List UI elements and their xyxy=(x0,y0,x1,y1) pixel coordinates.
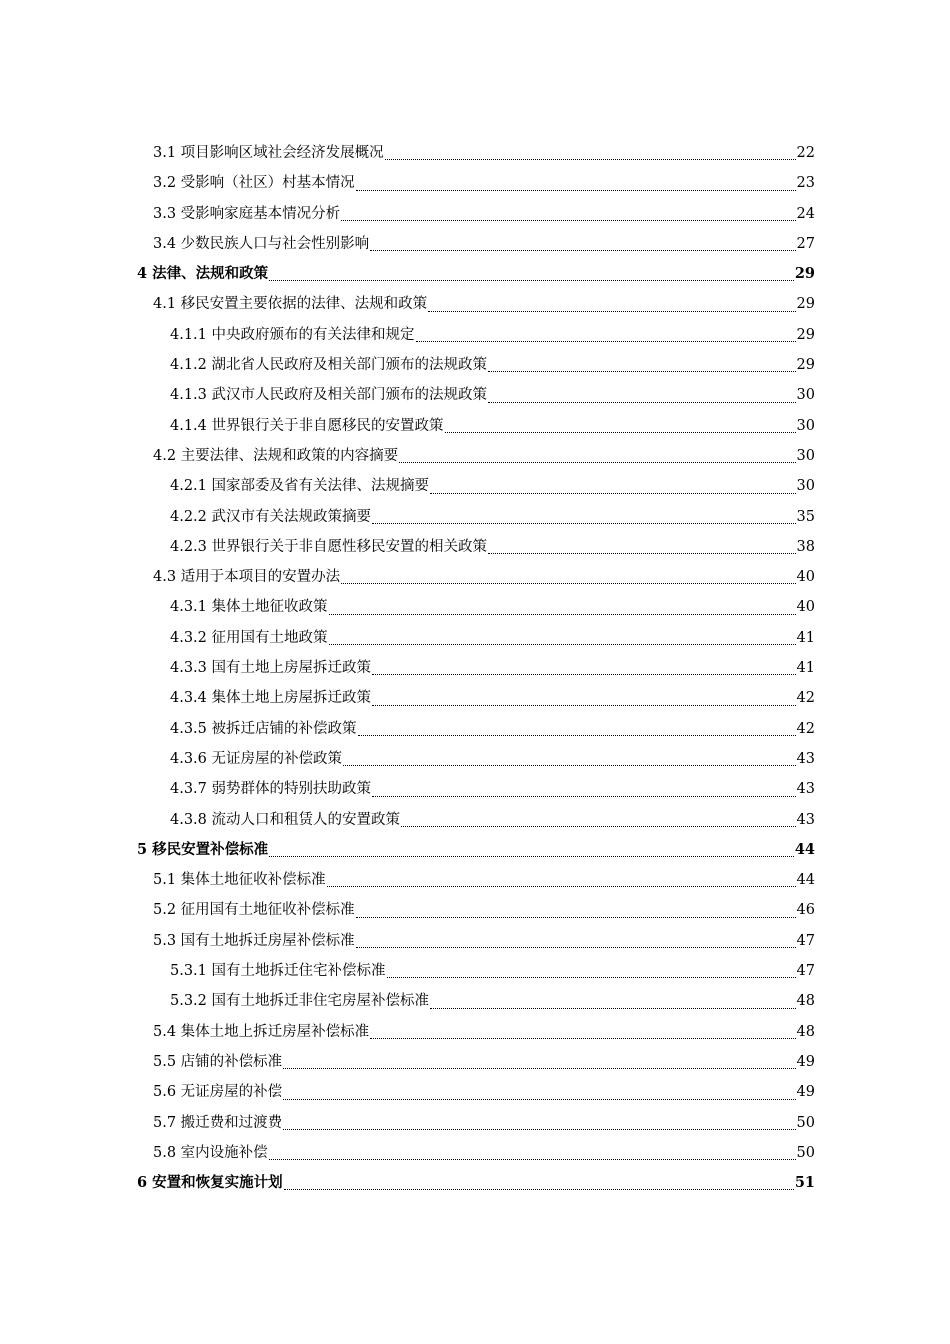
toc-entry[interactable] xyxy=(137,380,815,410)
toc-entry-title: 5.7 搬迁费和过渡费 xyxy=(153,1114,283,1131)
toc-entry[interactable] xyxy=(137,199,815,229)
toc-entry[interactable] xyxy=(137,411,815,441)
table-of-contents xyxy=(137,138,815,1198)
toc-entry[interactable] xyxy=(137,350,815,380)
toc-entry-title: 4.3.4 集体土地上房屋拆迁政策 xyxy=(170,690,372,707)
toc-entry[interactable] xyxy=(137,956,815,986)
toc-dot-leader xyxy=(488,535,796,554)
toc-dot-leader xyxy=(269,262,794,281)
toc-entry-page-number: 30 xyxy=(796,387,815,404)
toc-dot-leader xyxy=(327,868,796,887)
toc-entry-page-number: 41 xyxy=(796,629,815,646)
toc-entry[interactable] xyxy=(137,259,815,289)
toc-entry-title: 4.2 主要法律、法规和政策的内容摘要 xyxy=(153,447,399,464)
toc-entry-title: 4.1.2 湖北省人民政府及相关部门颁布的法规政策 xyxy=(170,357,488,374)
toc-dot-leader xyxy=(269,838,794,857)
toc-entry-page-number: 29 xyxy=(796,357,815,374)
toc-entry[interactable] xyxy=(137,623,815,653)
toc-dot-leader xyxy=(283,1081,795,1100)
toc-entry[interactable] xyxy=(137,1017,815,1047)
toc-entry-title: 5 移民安置补偿标准 xyxy=(137,840,269,858)
toc-entry[interactable] xyxy=(137,1168,815,1198)
toc-dot-leader xyxy=(387,959,796,978)
toc-entry-title: 4.3.2 征用国有土地政策 xyxy=(170,629,328,646)
toc-entry[interactable] xyxy=(137,320,815,350)
toc-dot-leader xyxy=(284,1171,794,1190)
toc-dot-leader xyxy=(341,565,795,584)
toc-dot-leader xyxy=(283,1111,795,1130)
toc-entry[interactable] xyxy=(137,1138,815,1168)
toc-entry[interactable] xyxy=(137,229,815,259)
toc-entry-title: 4.3.5 被拆迁店铺的补偿政策 xyxy=(170,720,357,737)
toc-entry-page-number: 24 xyxy=(796,205,815,222)
toc-entry[interactable] xyxy=(137,865,815,895)
toc-entry-title: 3.2 受影响（社区）村基本情况 xyxy=(153,175,355,192)
toc-dot-leader xyxy=(372,778,796,797)
toc-entry-page-number: 23 xyxy=(796,175,815,192)
toc-entry-page-number: 35 xyxy=(796,508,815,525)
toc-entry-title: 5.3 国有土地拆迁房屋补偿标准 xyxy=(153,932,355,949)
toc-dot-leader xyxy=(356,172,796,191)
toc-dot-leader xyxy=(488,384,796,403)
toc-entry-title: 4.3.1 集体土地征收政策 xyxy=(170,599,328,616)
toc-entry-page-number: 42 xyxy=(796,690,815,707)
toc-entry[interactable] xyxy=(137,683,815,713)
toc-entry-page-number: 30 xyxy=(796,417,815,434)
toc-entry-title: 5.4 集体土地上拆迁房屋补偿标准 xyxy=(153,1023,370,1040)
toc-entry-page-number: 51 xyxy=(794,1174,815,1192)
toc-entry-page-number: 48 xyxy=(796,993,815,1010)
toc-entry[interactable] xyxy=(137,168,815,198)
toc-entry-page-number: 29 xyxy=(794,265,815,283)
toc-entry-page-number: 40 xyxy=(796,569,815,586)
toc-entry[interactable] xyxy=(137,714,815,744)
toc-entry-page-number: 50 xyxy=(796,1144,815,1161)
toc-entry[interactable] xyxy=(137,562,815,592)
toc-entry-title: 4.1.3 武汉市人民政府及相关部门颁布的法规政策 xyxy=(170,387,488,404)
toc-entry-title: 4.3 适用于本项目的安置办法 xyxy=(153,569,341,586)
toc-entry-page-number: 41 xyxy=(796,660,815,677)
toc-entry-title: 4.3.3 国有土地上房屋拆迁政策 xyxy=(170,660,372,677)
toc-entry-title: 4.2.3 世界银行关于非自愿性移民安置的相关政策 xyxy=(170,538,488,555)
toc-entry-page-number: 27 xyxy=(796,235,815,252)
toc-dot-leader xyxy=(430,475,796,494)
toc-dot-leader xyxy=(356,929,796,948)
toc-entry[interactable] xyxy=(137,653,815,683)
toc-dot-leader xyxy=(370,232,795,251)
toc-entry[interactable] xyxy=(137,471,815,501)
toc-entry-page-number: 43 xyxy=(796,750,815,767)
toc-entry[interactable] xyxy=(137,592,815,622)
toc-dot-leader xyxy=(269,1141,796,1160)
toc-entry[interactable] xyxy=(137,805,815,835)
toc-dot-leader xyxy=(372,505,796,524)
toc-dot-leader xyxy=(341,202,795,221)
toc-dot-leader xyxy=(401,808,796,827)
toc-entry-page-number: 43 xyxy=(796,781,815,798)
toc-entry-title: 5.5 店铺的补偿标准 xyxy=(153,1053,283,1070)
toc-entry-title: 4.1.1 中央政府颁布的有关法律和规定 xyxy=(170,326,415,343)
toc-entry-title: 4.3.6 无证房屋的补偿政策 xyxy=(170,750,343,767)
toc-entry-page-number: 48 xyxy=(796,1023,815,1040)
toc-entry-page-number: 43 xyxy=(796,811,815,828)
toc-dot-leader xyxy=(372,656,796,675)
toc-entry-page-number: 30 xyxy=(796,447,815,464)
toc-dot-leader xyxy=(399,444,795,463)
toc-entry-page-number: 44 xyxy=(794,840,815,858)
toc-dot-leader xyxy=(356,899,796,918)
toc-dot-leader xyxy=(329,626,796,645)
toc-dot-leader xyxy=(329,596,796,615)
toc-entry[interactable] xyxy=(137,986,815,1016)
toc-entry[interactable] xyxy=(137,926,815,956)
toc-dot-leader xyxy=(283,1050,795,1069)
toc-entry-page-number: 42 xyxy=(796,720,815,737)
toc-entry-title: 4.2.1 国家部委及省有关法律、法规摘要 xyxy=(170,478,430,495)
toc-entry-title: 3.3 受影响家庭基本情况分析 xyxy=(153,205,341,222)
toc-entry-title: 5.1 集体土地征收补偿标准 xyxy=(153,872,326,889)
toc-entry[interactable] xyxy=(137,1108,815,1138)
toc-entry-page-number: 44 xyxy=(796,872,815,889)
toc-entry-title: 5.3.1 国有土地拆迁住宅补偿标准 xyxy=(170,963,386,980)
toc-entry-page-number: 46 xyxy=(796,902,815,919)
toc-entry[interactable] xyxy=(137,502,815,532)
toc-entry-title: 4.1.4 世界银行关于非自愿移民的安置政策 xyxy=(170,417,444,434)
toc-entry-title: 5.8 室内设施补偿 xyxy=(153,1144,268,1161)
toc-dot-leader xyxy=(343,747,796,766)
toc-dot-leader xyxy=(416,323,796,342)
toc-dot-leader xyxy=(370,1020,795,1039)
toc-entry-title: 5.2 征用国有土地征收补偿标准 xyxy=(153,902,355,919)
toc-entry-title: 4.1 移民安置主要依据的法律、法规和政策 xyxy=(153,296,428,313)
toc-entry[interactable] xyxy=(137,289,815,319)
toc-entry-page-number: 47 xyxy=(796,963,815,980)
toc-entry-title: 6 安置和恢复实施计划 xyxy=(137,1174,283,1192)
toc-entry-title: 4 法律、法规和政策 xyxy=(137,265,269,283)
toc-entry[interactable] xyxy=(137,532,815,562)
toc-dot-leader xyxy=(428,293,795,312)
toc-entry-page-number: 47 xyxy=(796,932,815,949)
toc-entry[interactable] xyxy=(137,744,815,774)
toc-entry-page-number: 50 xyxy=(796,1114,815,1131)
toc-entry[interactable] xyxy=(137,774,815,804)
toc-entry-title: 4.3.8 流动人口和租赁人的安置政策 xyxy=(170,811,401,828)
toc-entry[interactable] xyxy=(137,835,815,865)
toc-entry-title: 5.6 无证房屋的补偿 xyxy=(153,1084,283,1101)
toc-entry-page-number: 29 xyxy=(796,326,815,343)
toc-dot-leader xyxy=(488,353,796,372)
toc-entry-title: 3.4 少数民族人口与社会性别影响 xyxy=(153,235,370,252)
toc-entry-page-number: 40 xyxy=(796,599,815,616)
toc-entry-page-number: 29 xyxy=(796,296,815,313)
toc-entry[interactable] xyxy=(137,1047,815,1077)
toc-entry-title: 3.1 项目影响区域社会经济发展概况 xyxy=(153,145,384,161)
toc-entry[interactable] xyxy=(137,895,815,925)
toc-entry-page-number: 22 xyxy=(796,145,815,161)
toc-entry-title: 5.3.2 国有土地拆迁非住宅房屋补偿标准 xyxy=(170,993,430,1010)
toc-dot-leader xyxy=(358,717,796,736)
toc-entry-page-number: 49 xyxy=(796,1084,815,1101)
toc-entry[interactable] xyxy=(137,1077,815,1107)
toc-entry-page-number: 49 xyxy=(796,1053,815,1070)
toc-dot-leader xyxy=(372,687,796,706)
toc-entry-title: 4.2.2 武汉市有关法规政策摘要 xyxy=(170,508,372,525)
toc-entry-title: 4.3.7 弱势群体的特别扶助政策 xyxy=(170,781,372,798)
toc-dot-leader xyxy=(445,414,796,433)
toc-entry[interactable] xyxy=(137,441,815,471)
toc-entry-page-number: 30 xyxy=(796,478,815,495)
toc-dot-leader xyxy=(385,141,796,160)
toc-entry[interactable] xyxy=(137,138,815,168)
toc-dot-leader xyxy=(430,990,796,1009)
toc-entry-page-number: 38 xyxy=(796,538,815,555)
